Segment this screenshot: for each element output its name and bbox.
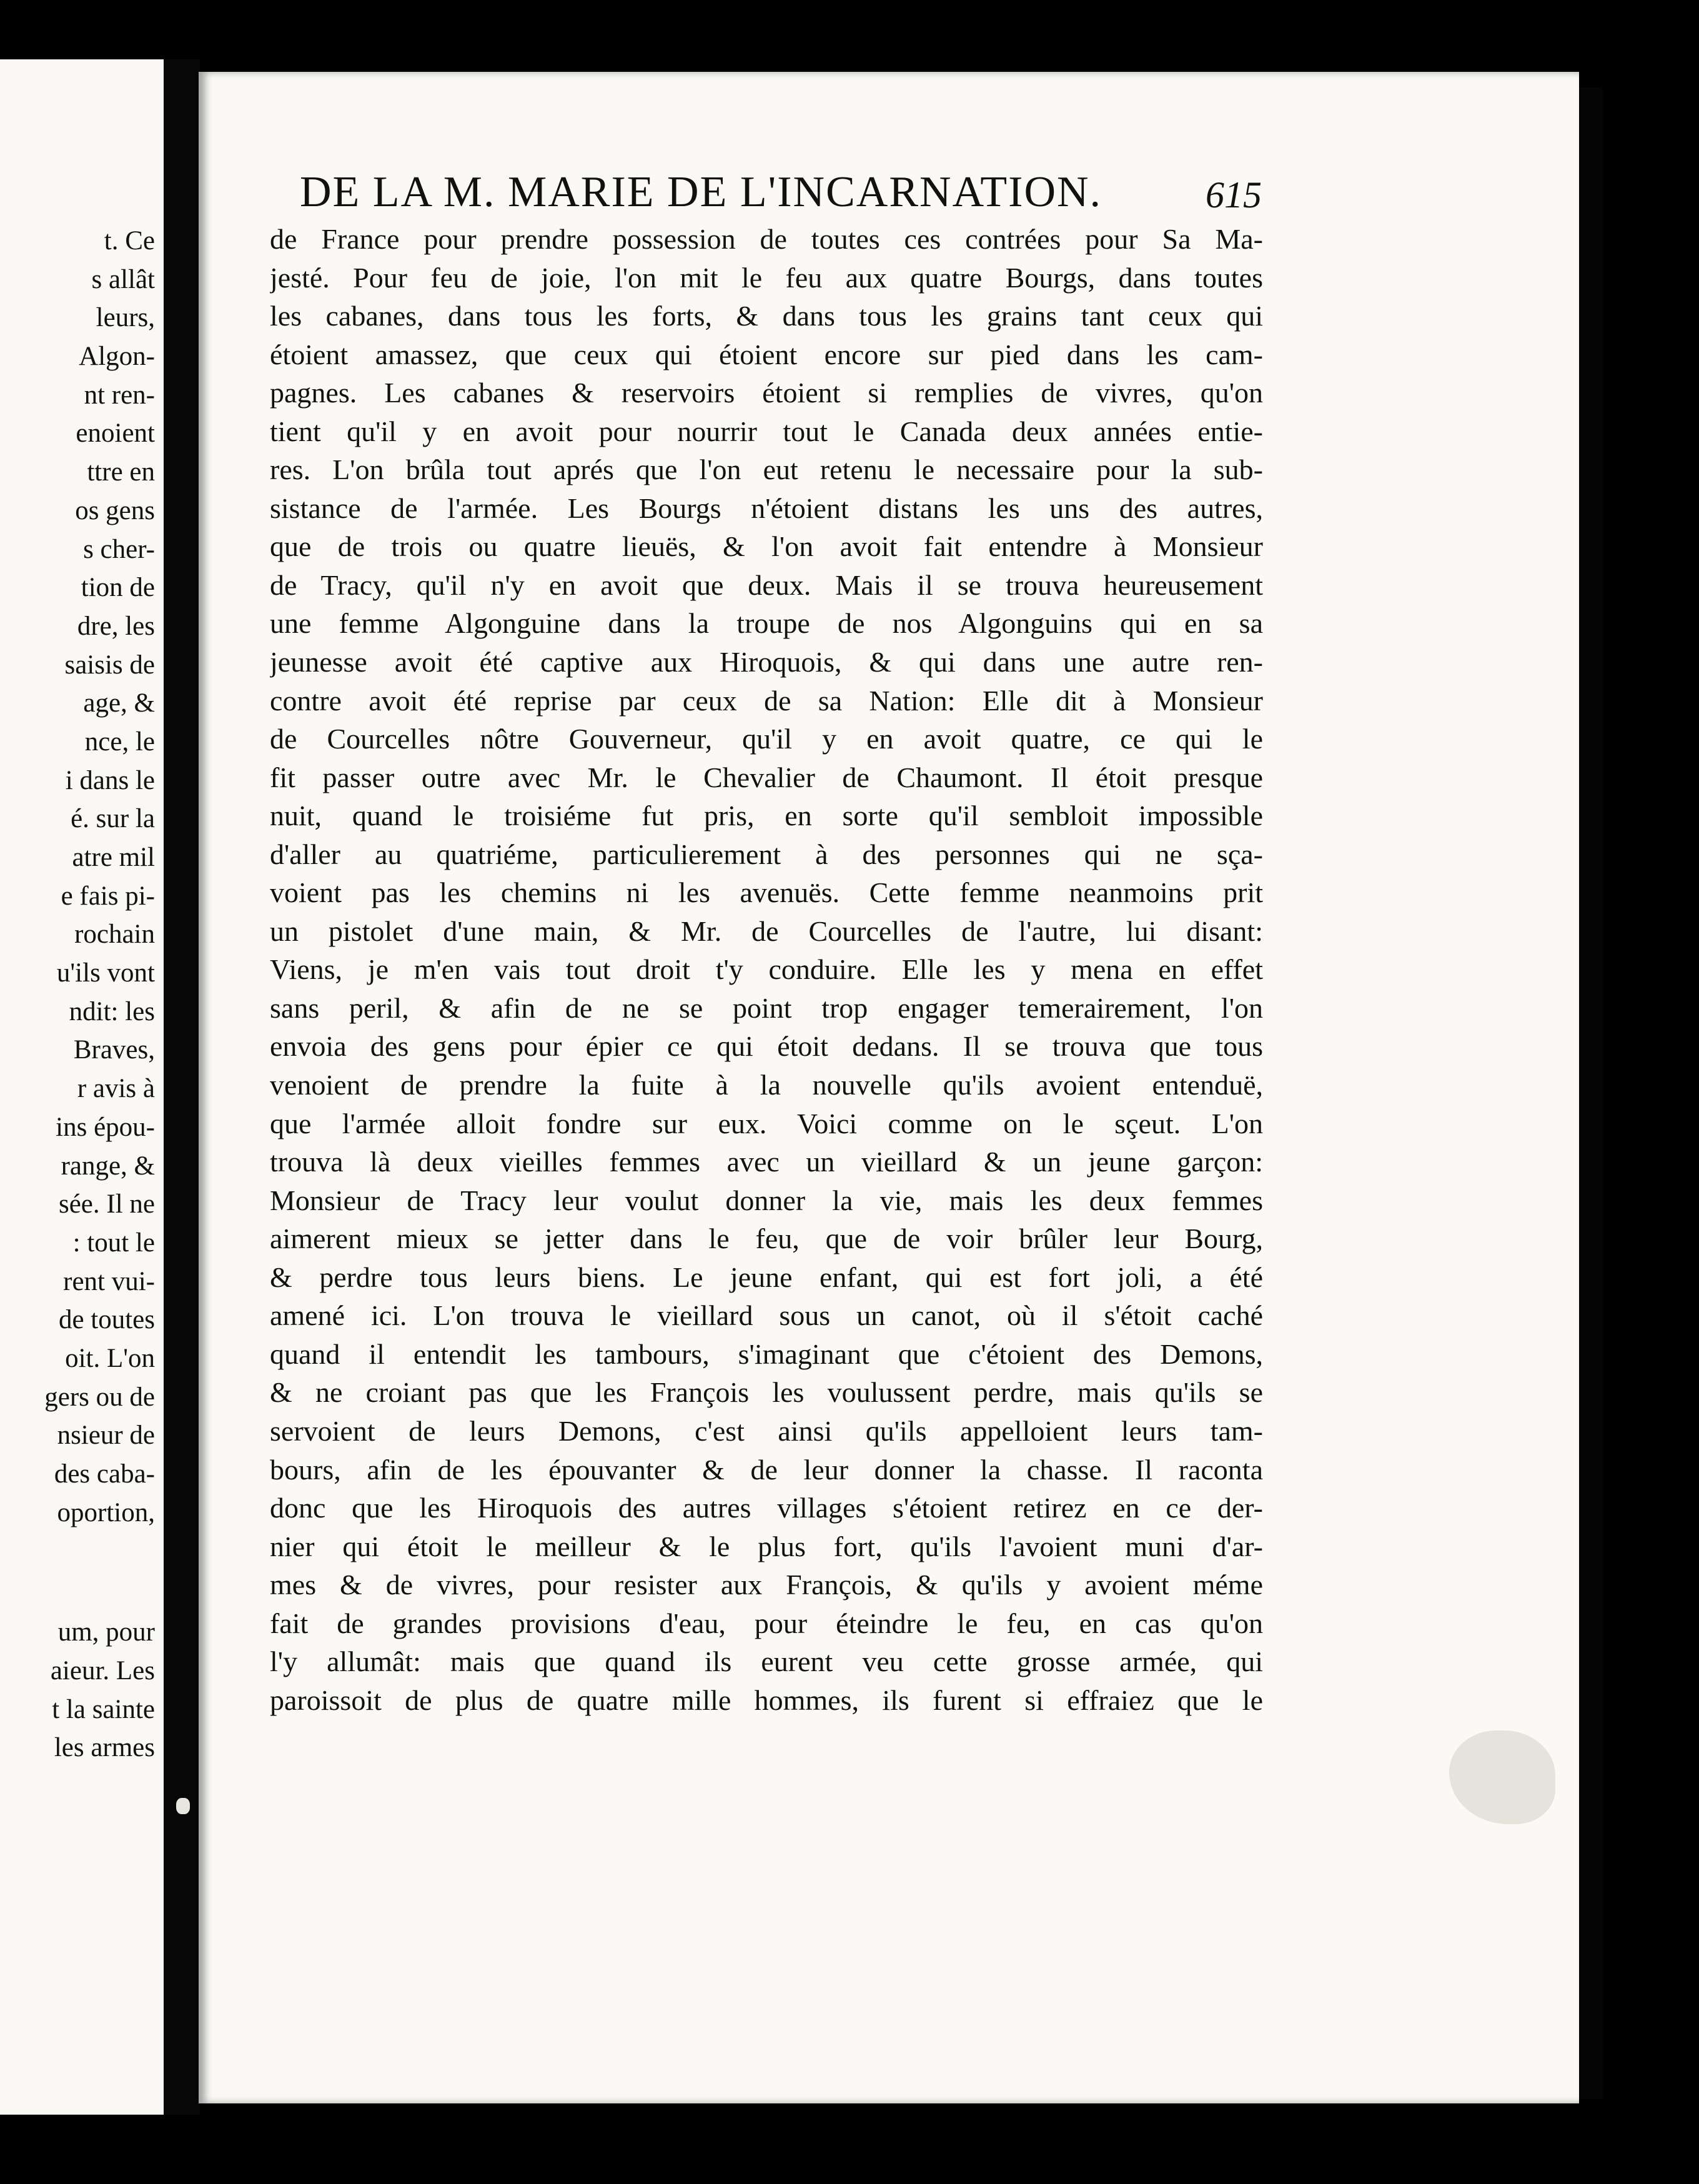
text-line: les cabanes, dans tous les forts, & dans tous les grains tant ceux qui — [270, 300, 1263, 332]
text-line: sans peril, & afin de ne se point trop engager temerairement, l'on — [270, 991, 1263, 1024]
left-line: é. sur la — [71, 804, 155, 834]
left-line: ttre en — [87, 457, 155, 487]
left-line: aieur. Les — [50, 1656, 155, 1686]
text-line: & perdre tous leurs biens. Le jeune enfant, qui est fort joli, a été — [270, 1261, 1263, 1293]
left-line: : tout le — [72, 1228, 155, 1258]
left-line: leurs, — [96, 303, 155, 333]
text-line: de France pour prendre possession de toutes ces contrées pour Sa Ma- — [270, 223, 1263, 255]
left-line: os gens — [75, 495, 155, 525]
left-line: rochain — [74, 920, 155, 950]
left-line: range, & — [61, 1151, 155, 1181]
left-line: ins épou- — [56, 1112, 155, 1142]
left-line: des caba- — [54, 1459, 155, 1489]
text-line: mes & de vivres, pour resister aux François, & qu'ils y avoient méme — [270, 1569, 1263, 1601]
page-edge-shadow — [1579, 87, 1603, 2099]
text-line: pagnes. Les cabanes & reservoirs étoient si remplies de vivres, qu'on — [270, 377, 1263, 409]
text-line: une femme Algonguine dans la troupe de nos Algonguins qui en sa — [270, 607, 1263, 640]
left-line: i dans le — [65, 765, 155, 795]
text-line: contre avoit été reprise par ceux de sa Nation: Elle dit à Monsieur — [270, 684, 1263, 717]
left-line: les armes — [54, 1733, 155, 1763]
text-line: donc que les Hiroquois des autres villages s'étoient retirez en ce der- — [270, 1492, 1263, 1524]
left-line: um, pour — [57, 1617, 155, 1647]
left-line: rent vui- — [63, 1266, 155, 1296]
paper-speck — [176, 1798, 190, 1814]
left-page-text — [44, 222, 155, 1767]
left-line: age, & — [83, 688, 155, 718]
text-line: que l'armée alloit fondre sur eux. Voici comme on le sçeut. L'on — [270, 1107, 1263, 1139]
body-text — [270, 220, 1263, 1719]
page-number: 615 — [1206, 174, 1262, 216]
left-line: tion de — [81, 573, 155, 603]
text-line: trouva là deux vieilles femmes avec un vieillard & un jeune garçon: — [270, 1146, 1263, 1178]
left-line: s cher- — [83, 534, 155, 564]
text-line: l'y allumât: mais que quand ils eurent veu cette grosse armée, qui — [270, 1645, 1263, 1678]
left-line: nce, le — [84, 727, 155, 757]
left-line: nsieur de — [57, 1421, 155, 1451]
left-line: nt ren- — [84, 380, 155, 410]
text-line: d'aller au quatriéme, particulierement à des personnes qui ne sça- — [270, 838, 1263, 870]
text-line: tient qu'il y en avoit pour nourrir tout le Canada deux années entie- — [270, 415, 1263, 447]
left-line: enoient — [76, 419, 155, 449]
text-line: voient pas les chemins ni les avenuës. Cette femme neanmoins prit — [270, 876, 1263, 909]
left-line: s allât — [91, 264, 155, 294]
left-line: Braves, — [73, 1035, 155, 1065]
text-line: de Courcelles nôtre Gouverneur, qu'il y en avoit quatre, ce qui le — [270, 723, 1263, 755]
text-line: jeunesse avoit été captive aux Hiroquois, & qui dans une autre ren- — [270, 646, 1263, 678]
left-line: oit. L'on — [65, 1343, 155, 1373]
text-line: sistance de l'armée. Les Bourgs n'étoient distans les uns des autres, — [270, 492, 1263, 524]
text-line: res. L'on brûla tout aprés que l'on eut retenu le necessaire pour la sub- — [270, 454, 1263, 486]
left-line: atre mil — [72, 843, 155, 872]
text-line: amené ici. L'on trouva le vieillard sous un canot, où il s'étoit caché — [270, 1299, 1263, 1332]
text-line: un pistolet d'une main, & Mr. de Courcelles de l'autre, lui disant: — [270, 915, 1263, 947]
left-line: e fais pi- — [61, 881, 155, 911]
text-line: nuit, quand le troisiéme fut pris, en sorte qu'il sembloit impossible — [270, 800, 1263, 832]
left-line: de toutes — [58, 1305, 155, 1335]
left-line: saisis de — [64, 650, 155, 680]
left-line: u'ils vont — [56, 958, 155, 988]
text-line: quand il entendit les tambours, s'imaginant que c'étoient des Demons, — [270, 1338, 1263, 1370]
text-line: & ne croiant pas que les François les voulussent perdre, mais qu'ils se — [270, 1376, 1263, 1409]
left-line — [44, 1532, 155, 1613]
text-line: paroissoit de plus de quatre mille hommes, ils furent si effraiez que le — [270, 1684, 1263, 1716]
left-line: oportion, — [57, 1497, 155, 1527]
left-line: t la sainte — [52, 1694, 155, 1724]
text-line: bours, afin de les épouvanter & de leur donner la chasse. Il raconta — [270, 1453, 1263, 1486]
left-facing-page — [0, 59, 164, 2115]
text-line: Viens, je m'en vais tout droit t'y conduire. Elle les y mena en effet — [270, 953, 1263, 986]
text-line: envoia des gens pour épier ce qui étoit dedans. Il se trouva que tous — [270, 1030, 1263, 1063]
text-line: que de trois ou quatre lieuës, & l'on avoit fait entendre à Monsieur — [270, 530, 1263, 563]
text-line: nier qui étoit le meilleur & le plus fort, qu'ils l'avoient muni d'ar- — [270, 1530, 1263, 1562]
left-line: r avis à — [77, 1074, 155, 1104]
left-line: dre, les — [77, 611, 155, 641]
text-line: fit passer outre avec Mr. le Chevalier de Chaumont. Il étoit presque — [270, 761, 1263, 793]
left-line: ndit: les — [69, 996, 155, 1026]
left-line: t. Ce — [104, 226, 155, 256]
running-head: DE LA M. MARIE DE L'INCARNATION. — [300, 168, 1102, 216]
text-line: venoient de prendre la fuite à la nouvelle qu'ils avoient entenduë, — [270, 1069, 1263, 1101]
text-line: jesté. Pour feu de joie, l'on mit le feu aux quatre Bourgs, dans toutes — [270, 261, 1263, 294]
text-line: étoient amassez, que ceux qui étoient encore sur pied dans les cam- — [270, 338, 1263, 370]
left-line: sée. Il ne — [58, 1189, 155, 1219]
text-line: fait de grandes provisions d'eau, pour éteindre le feu, en cas qu'on — [270, 1607, 1263, 1639]
text-line: servoient de leurs Demons, c'est ainsi qu'ils appelloient leurs tam- — [270, 1414, 1263, 1447]
left-line: gers ou de — [44, 1382, 155, 1412]
left-line: Algon- — [79, 342, 155, 372]
text-line: aimerent mieux se jetter dans le feu, que de voir brûler leur Bourg, — [270, 1223, 1263, 1255]
text-line: Monsieur de Tracy leur voulut donner la vie, mais les deux femmes — [270, 1184, 1263, 1216]
text-line: de Tracy, qu'il n'y en avoit que deux. Mais il se trouva heureusement — [270, 568, 1263, 601]
